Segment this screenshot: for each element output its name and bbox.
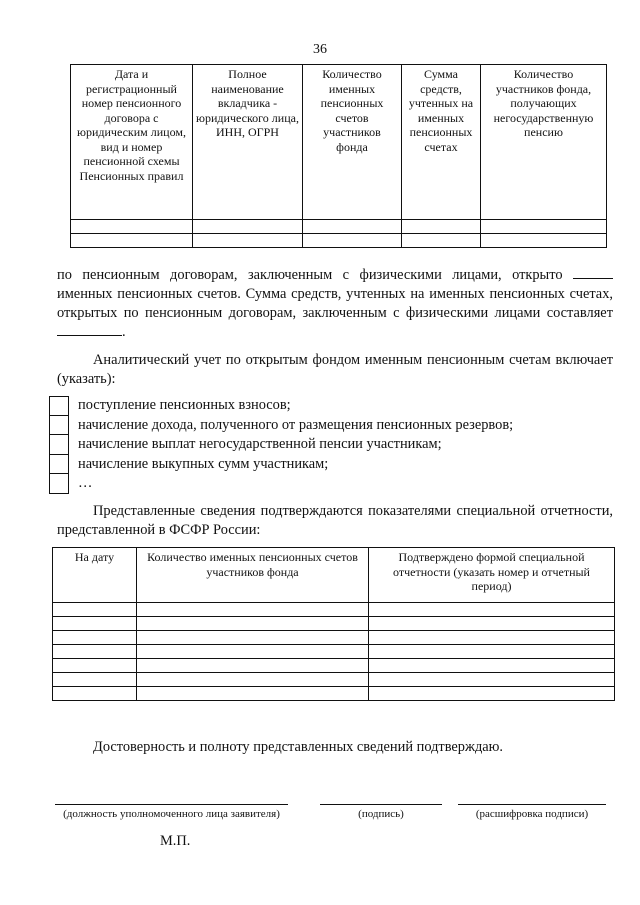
accounts-count-blank[interactable] (573, 266, 613, 279)
table-row (53, 659, 615, 673)
table-row (53, 617, 615, 631)
col-accounts-count: Количество именных пенсионных счетов участников фонда (303, 65, 402, 220)
paragraph-text: по пенсионным договорам, заключенным с физическими лицами, открыто (57, 267, 563, 283)
position-signature-line[interactable] (55, 804, 288, 805)
table-cell[interactable] (369, 603, 615, 617)
checklist-label: поступление пенсионных взносов; (78, 397, 291, 413)
position-caption: (должность уполномоченного лица заявителя) (63, 808, 280, 820)
checkbox[interactable] (49, 435, 69, 455)
table-cell[interactable] (369, 659, 615, 673)
reporting-paragraph: Представленные сведения подтверждаются показателями специальной отчетности, представленной в ФСФР России: (57, 503, 613, 538)
table-cell[interactable] (53, 659, 137, 673)
individual-contracts-paragraph (57, 266, 613, 342)
table-cell[interactable] (402, 234, 481, 248)
table-row (53, 673, 615, 687)
funds-sum-blank[interactable] (57, 323, 122, 336)
stamp-place: М.П. (160, 833, 191, 849)
col-contract-date-number: Дата и регистрационный номер пенсионного договора с юридическим лицом, вид и номер пенсионной схемы Пенсионных правил (71, 65, 193, 220)
table-cell[interactable] (303, 220, 402, 234)
table-cell[interactable] (369, 673, 615, 687)
analytics-paragraph: Аналитический учет по открытым фондом именным пенсионным счетам включает (указать): (57, 352, 613, 387)
table-cell[interactable] (137, 603, 369, 617)
checkbox[interactable] (49, 455, 69, 475)
col-contributor-name: Полное наименование вкладчика - юридического лица, ИНН, ОГРН (193, 65, 303, 220)
table-cell[interactable] (137, 631, 369, 645)
table-cell[interactable] (402, 220, 481, 234)
checkbox[interactable] (49, 474, 69, 494)
table-cell[interactable] (193, 234, 303, 248)
table-cell[interactable] (369, 617, 615, 631)
col-funds-sum: Сумма средств, учтенных на именных пенсионных счетах (402, 65, 481, 220)
table-row (53, 603, 615, 617)
col-pensioners-count: Количество участников фонда, получающих негосударственную пенсию (481, 65, 607, 220)
table-cell[interactable] (53, 673, 137, 687)
col-confirmed-by-form: Подтверждено формой специальной отчетности (указать номер и отчетный период) (369, 548, 615, 603)
paragraph-text: именных пенсионных счетов. Сумма средств, учтенных на именных пенсионных счетах, открытых по пенсионным договорам, заключенным с физическими лицами составляет (57, 286, 613, 321)
table-cell[interactable] (137, 673, 369, 687)
checklist-label: начисление дохода, полученного от размещения пенсионных резервов; (78, 416, 514, 433)
table-cell[interactable] (369, 645, 615, 659)
table-cell[interactable] (53, 645, 137, 659)
table-cell[interactable] (481, 234, 607, 248)
page-number: 36 (313, 42, 327, 57)
signature-caption: (подпись) (358, 808, 404, 820)
checkbox[interactable] (49, 416, 69, 436)
table-cell[interactable] (137, 659, 369, 673)
col-date: На дату (53, 548, 137, 603)
table-cell[interactable] (193, 220, 303, 234)
table-cell[interactable] (53, 617, 137, 631)
signature-line[interactable] (320, 804, 442, 805)
decryption-signature-line[interactable] (458, 804, 606, 805)
checklist-label: начисление выкупных сумм участникам; (78, 455, 329, 472)
table-cell[interactable] (137, 687, 369, 701)
table-cell[interactable] (71, 234, 193, 248)
table-cell[interactable] (71, 220, 193, 234)
special-reporting-table (52, 547, 615, 701)
table-row (53, 687, 615, 701)
table-cell[interactable] (303, 234, 402, 248)
table-cell[interactable] (369, 687, 615, 701)
table-cell[interactable] (53, 631, 137, 645)
checklist-label: начисление выплат негосударственной пенсии участникам; (78, 436, 442, 452)
table-row (53, 631, 615, 645)
col-accounts-count: Количество именных пенсионных счетов участников фонда (137, 548, 369, 603)
pension-contracts-table (70, 64, 607, 248)
table-row (71, 220, 607, 234)
table-cell[interactable] (369, 631, 615, 645)
checkbox[interactable] (49, 396, 69, 416)
checklist-label: … (78, 475, 93, 491)
decryption-caption: (расшифровка подписи) (475, 808, 589, 820)
table-cell[interactable] (53, 603, 137, 617)
table-row (53, 645, 615, 659)
table-row (71, 234, 607, 248)
table-cell[interactable] (53, 687, 137, 701)
table-cell[interactable] (137, 645, 369, 659)
confirmation-statement: Достоверность и полноту представленных сведений подтверждаю. (93, 739, 504, 755)
table-cell[interactable] (137, 617, 369, 631)
paragraph-text: . (122, 324, 126, 340)
table-cell[interactable] (481, 220, 607, 234)
